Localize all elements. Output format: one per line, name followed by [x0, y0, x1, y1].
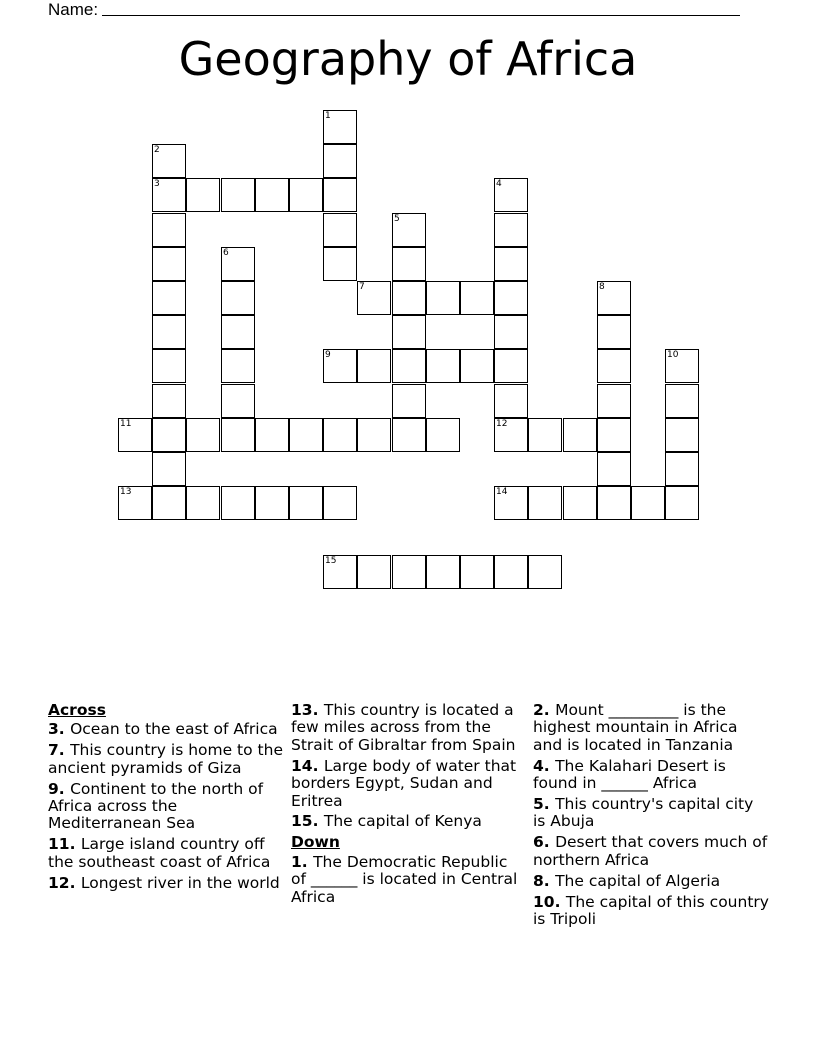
- cell-number: 8: [599, 282, 605, 292]
- grid-cell[interactable]: [494, 555, 528, 589]
- across-clue: [48, 742, 284, 777]
- grid-cell[interactable]: [323, 178, 357, 212]
- clue-text: The capital of this country is Tripoli: [533, 892, 769, 928]
- clue-number: 12.: [48, 873, 81, 892]
- grid-cell[interactable]: [152, 213, 186, 247]
- clue-number: 8.: [533, 871, 556, 890]
- name-label: Name:: [48, 0, 99, 19]
- cell-number: 10: [667, 350, 679, 360]
- cell-number: 12: [496, 419, 508, 429]
- grid-cell[interactable]: [221, 315, 255, 349]
- grid-cell[interactable]: [323, 418, 357, 452]
- down-clue: [533, 894, 769, 929]
- cell-number: 6: [223, 248, 229, 258]
- down-clue: [291, 854, 527, 906]
- grid-cell[interactable]: [118, 486, 152, 520]
- clue-column-3: [533, 702, 769, 932]
- clue-text: Mount _________ is the highest mountain in Africa and is located in Tanzania: [533, 701, 738, 754]
- grid-cell[interactable]: [255, 178, 289, 212]
- grid-cell[interactable]: [528, 418, 562, 452]
- grid-cell[interactable]: [152, 178, 186, 212]
- page-title: Geography of Africa: [178, 32, 638, 86]
- clue-column-2: [291, 702, 527, 909]
- grid-cell[interactable]: [221, 384, 255, 418]
- down-clue: [533, 758, 769, 793]
- across-clue: [48, 875, 284, 892]
- grid-cell[interactable]: [665, 452, 699, 486]
- grid-cell[interactable]: [357, 281, 391, 315]
- clue-number: 4.: [533, 756, 556, 775]
- grid-cell[interactable]: [563, 418, 597, 452]
- clue-number: 1.: [291, 852, 314, 871]
- clue-number: 2.: [533, 701, 556, 719]
- clue-text: Large body of water that borders Egypt, Sudan and Eritrea: [291, 756, 517, 810]
- grid-cell[interactable]: [597, 281, 631, 315]
- clue-number: 7.: [48, 741, 71, 760]
- grid-cell[interactable]: [392, 281, 426, 315]
- grid-cell[interactable]: [665, 486, 699, 520]
- clue-number: 13.: [291, 701, 324, 719]
- grid-cell[interactable]: [221, 486, 255, 520]
- grid-cell[interactable]: [323, 555, 357, 589]
- grid-cell[interactable]: [152, 418, 186, 452]
- across-clue: [48, 781, 284, 833]
- grid-cell[interactable]: [460, 349, 494, 383]
- grid-cell[interactable]: [528, 486, 562, 520]
- grid-cell[interactable]: [392, 555, 426, 589]
- grid-cell[interactable]: [221, 418, 255, 452]
- clue-text: The capital of Algeria: [555, 871, 721, 890]
- grid-cell[interactable]: [494, 384, 528, 418]
- clue-number: 11.: [48, 835, 81, 854]
- down-header: Down: [291, 833, 340, 852]
- grid-cell[interactable]: [152, 281, 186, 315]
- grid-cell[interactable]: [494, 315, 528, 349]
- grid-cell[interactable]: [460, 555, 494, 589]
- grid-cell[interactable]: [323, 486, 357, 520]
- grid-cell[interactable]: [665, 418, 699, 452]
- down-clue: [533, 873, 769, 890]
- across-clue: [291, 758, 527, 810]
- across-clue: [48, 836, 284, 871]
- grid-cell[interactable]: [255, 418, 289, 452]
- clue-text: The Kalahari Desert is found in ______ Africa: [533, 756, 726, 793]
- grid-cell[interactable]: [494, 349, 528, 383]
- grid-cell[interactable]: [494, 418, 528, 452]
- clue-text: The Democratic Republic of ______ is located in Central Africa: [291, 852, 518, 906]
- grid-cell[interactable]: [494, 281, 528, 315]
- clue-text: This country is home to the ancient pyramids of Giza: [48, 741, 283, 777]
- grid-cell[interactable]: [597, 452, 631, 486]
- grid-cell[interactable]: [494, 213, 528, 247]
- grid-cell[interactable]: [494, 247, 528, 281]
- cell-number: 14: [496, 487, 508, 497]
- grid-cell[interactable]: [597, 486, 631, 520]
- grid-cell[interactable]: [392, 315, 426, 349]
- across-clue: [291, 702, 527, 754]
- cell-number: 3: [154, 179, 160, 189]
- grid-cell[interactable]: [152, 247, 186, 281]
- grid-cell[interactable]: [221, 247, 255, 281]
- grid-cell[interactable]: [152, 144, 186, 178]
- grid-cell[interactable]: [392, 247, 426, 281]
- grid-cell[interactable]: [289, 178, 323, 212]
- clue-text: Ocean to the east of Africa: [70, 720, 278, 739]
- cell-number: 2: [154, 145, 160, 155]
- grid-cell[interactable]: [528, 555, 562, 589]
- grid-cell[interactable]: [221, 349, 255, 383]
- grid-cell[interactable]: [426, 418, 460, 452]
- grid-cell[interactable]: [494, 178, 528, 212]
- grid-cell[interactable]: [597, 349, 631, 383]
- grid-cell[interactable]: [392, 384, 426, 418]
- cell-number: 4: [496, 179, 502, 189]
- clue-column-1: [48, 702, 284, 896]
- grid-cell[interactable]: [221, 281, 255, 315]
- across-header: Across: [48, 701, 106, 719]
- grid-cell[interactable]: [631, 486, 665, 520]
- down-clue: [533, 796, 769, 831]
- cell-number: 5: [394, 214, 400, 224]
- grid-cell[interactable]: [186, 486, 220, 520]
- grid-cell[interactable]: [255, 486, 289, 520]
- grid-cell[interactable]: [392, 349, 426, 383]
- grid-cell[interactable]: [152, 315, 186, 349]
- grid-cell[interactable]: [460, 281, 494, 315]
- grid-cell[interactable]: [597, 384, 631, 418]
- clue-number: 5.: [533, 795, 556, 814]
- clue-number: 15.: [291, 812, 324, 831]
- cell-number: 15: [325, 556, 337, 566]
- clue-number: 9.: [48, 779, 71, 798]
- down-clue: [533, 702, 769, 754]
- cell-number: 13: [120, 487, 132, 497]
- down-clue: [533, 834, 769, 869]
- grid-cell[interactable]: [118, 418, 152, 452]
- grid-cell[interactable]: [152, 349, 186, 383]
- grid-cell[interactable]: [426, 555, 460, 589]
- grid-cell[interactable]: [323, 213, 357, 247]
- grid-cell[interactable]: [323, 349, 357, 383]
- clue-text: Desert that covers much of northern Africa: [533, 833, 768, 869]
- grid-cell[interactable]: [152, 452, 186, 486]
- clue-text: The capital of Kenya: [323, 812, 482, 831]
- grid-cell[interactable]: [426, 349, 460, 383]
- grid-cell[interactable]: [357, 555, 391, 589]
- grid-cell[interactable]: [357, 418, 391, 452]
- grid-cell[interactable]: [426, 281, 460, 315]
- cell-number: 11: [120, 419, 132, 429]
- grid-cell[interactable]: [221, 178, 255, 212]
- cell-number: 7: [359, 282, 365, 292]
- clue-text: Longest river in the world: [80, 873, 280, 892]
- grid-cell[interactable]: [357, 349, 391, 383]
- grid-cell[interactable]: [494, 486, 528, 520]
- clue-text: This country's capital city is Abuja: [533, 795, 754, 831]
- clue-text: This country is located a few miles across from the Strait of Gibraltar from Spain: [291, 701, 516, 754]
- grid-cell[interactable]: [289, 418, 323, 452]
- grid-cell[interactable]: [665, 384, 699, 418]
- grid-cell[interactable]: [597, 315, 631, 349]
- clue-number: 6.: [533, 833, 556, 852]
- grid-cell[interactable]: [152, 384, 186, 418]
- across-clue: [48, 721, 284, 738]
- cell-number: 1: [325, 111, 331, 121]
- grid-cell[interactable]: [665, 349, 699, 383]
- grid-cell[interactable]: [323, 110, 357, 144]
- grid-cell[interactable]: [392, 418, 426, 452]
- clue-text: Continent to the north of Africa across the Mediterranean Sea: [48, 779, 264, 833]
- grid-cell[interactable]: [152, 486, 186, 520]
- clue-number: 3.: [48, 720, 71, 739]
- grid-cell[interactable]: [392, 213, 426, 247]
- clue-text: Large island country off the southeast coast of Africa: [48, 835, 271, 871]
- grid-cell[interactable]: [186, 178, 220, 212]
- grid-cell[interactable]: [563, 486, 597, 520]
- grid-cell[interactable]: [323, 144, 357, 178]
- grid-cell[interactable]: [323, 247, 357, 281]
- grid-cell[interactable]: [597, 418, 631, 452]
- clue-number: 10.: [533, 892, 566, 911]
- cell-number: 9: [325, 350, 331, 360]
- grid-cell[interactable]: [289, 486, 323, 520]
- across-clue: [291, 813, 527, 830]
- grid-cell[interactable]: [186, 418, 220, 452]
- clue-number: 14.: [291, 756, 324, 775]
